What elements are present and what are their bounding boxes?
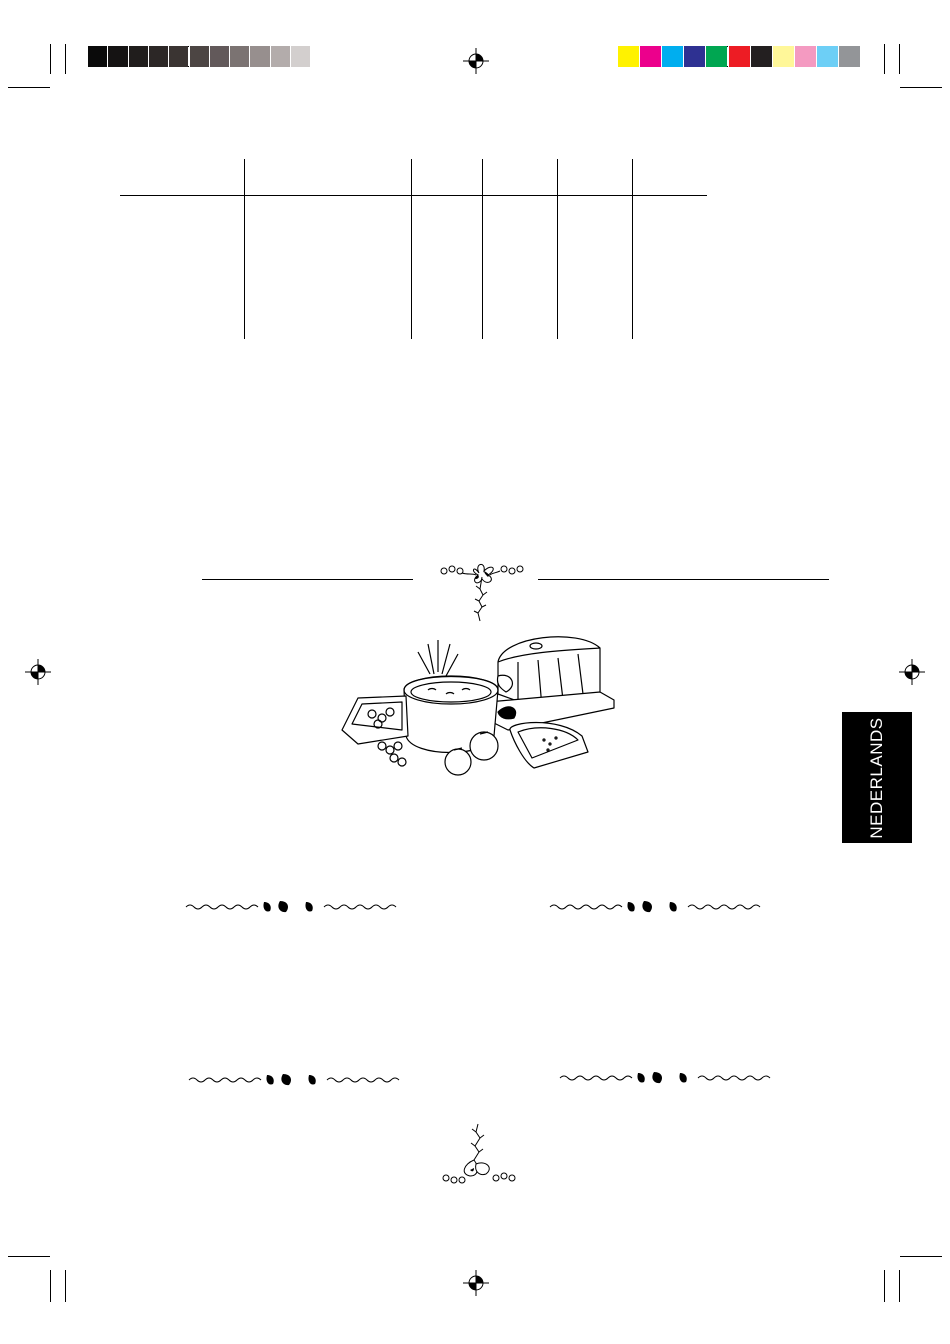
- crop-mark-top-right-v2: [884, 44, 885, 74]
- table-column-divider: [482, 159, 483, 339]
- table-header-rule: [120, 195, 707, 196]
- swirl-divider-icon: [187, 1070, 401, 1090]
- color-swatch: [617, 46, 639, 67]
- food-illustration: [338, 632, 618, 780]
- table-column-divider: [411, 159, 412, 339]
- table-column-divider: [244, 159, 245, 339]
- color-swatch: [209, 46, 229, 67]
- swirl-divider-icon: [184, 897, 398, 917]
- registration-mark-left: [25, 659, 51, 685]
- crop-mark-top-left-v2: [65, 44, 66, 74]
- color-swatch: [290, 46, 310, 67]
- crop-mark-bottom-right-v: [899, 1270, 900, 1302]
- color-swatch: [639, 46, 661, 67]
- swirl-divider-icon: [558, 1068, 772, 1088]
- color-swatch: [249, 46, 269, 67]
- color-swatch: [128, 46, 148, 67]
- crop-mark-top-left-v: [50, 44, 51, 74]
- color-swatch: [816, 46, 838, 67]
- section-rule-right: [538, 579, 829, 580]
- color-swatch: [838, 46, 860, 67]
- color-swatch: [168, 46, 188, 67]
- language-tab: [842, 712, 912, 843]
- leaf-ornament-icon: [434, 559, 534, 625]
- registration-mark-top: [463, 48, 489, 74]
- registration-mark-right: [899, 659, 925, 685]
- color-swatch: [148, 46, 168, 67]
- swirl-divider-icon: [548, 897, 762, 917]
- color-swatch: [683, 46, 705, 67]
- section-rule-left: [202, 579, 413, 580]
- crop-mark-top-right-h: [900, 87, 942, 88]
- crop-mark-bottom-right-h: [900, 1256, 942, 1257]
- color-swatch: [750, 46, 772, 67]
- language-tab-label: NEDERLANDS: [867, 716, 886, 839]
- color-swatch: [772, 46, 794, 67]
- crop-mark-bottom-left-v: [50, 1270, 51, 1302]
- color-swatch: [87, 46, 107, 67]
- color-swatch: [229, 46, 249, 67]
- crop-mark-bottom-right-v2: [884, 1270, 885, 1302]
- registration-mark-bottom: [463, 1270, 489, 1296]
- leaf-ornament-bottom-icon: [440, 1120, 520, 1186]
- crop-mark-top-left-h: [8, 87, 50, 88]
- color-swatch: [661, 46, 683, 67]
- color-swatch: [705, 46, 727, 67]
- color-swatch: [310, 46, 330, 67]
- table-column-divider: [557, 159, 558, 339]
- table-column-divider: [632, 159, 633, 339]
- crop-mark-bottom-left-v2: [65, 1270, 66, 1302]
- crop-mark-bottom-left-h: [8, 1256, 50, 1257]
- crop-mark-top-right-v: [899, 44, 900, 74]
- color-swatch: [107, 46, 127, 67]
- color-swatch: [728, 46, 750, 67]
- color-swatch: [794, 46, 816, 67]
- color-swatch: [270, 46, 290, 67]
- color-swatch: [189, 46, 209, 67]
